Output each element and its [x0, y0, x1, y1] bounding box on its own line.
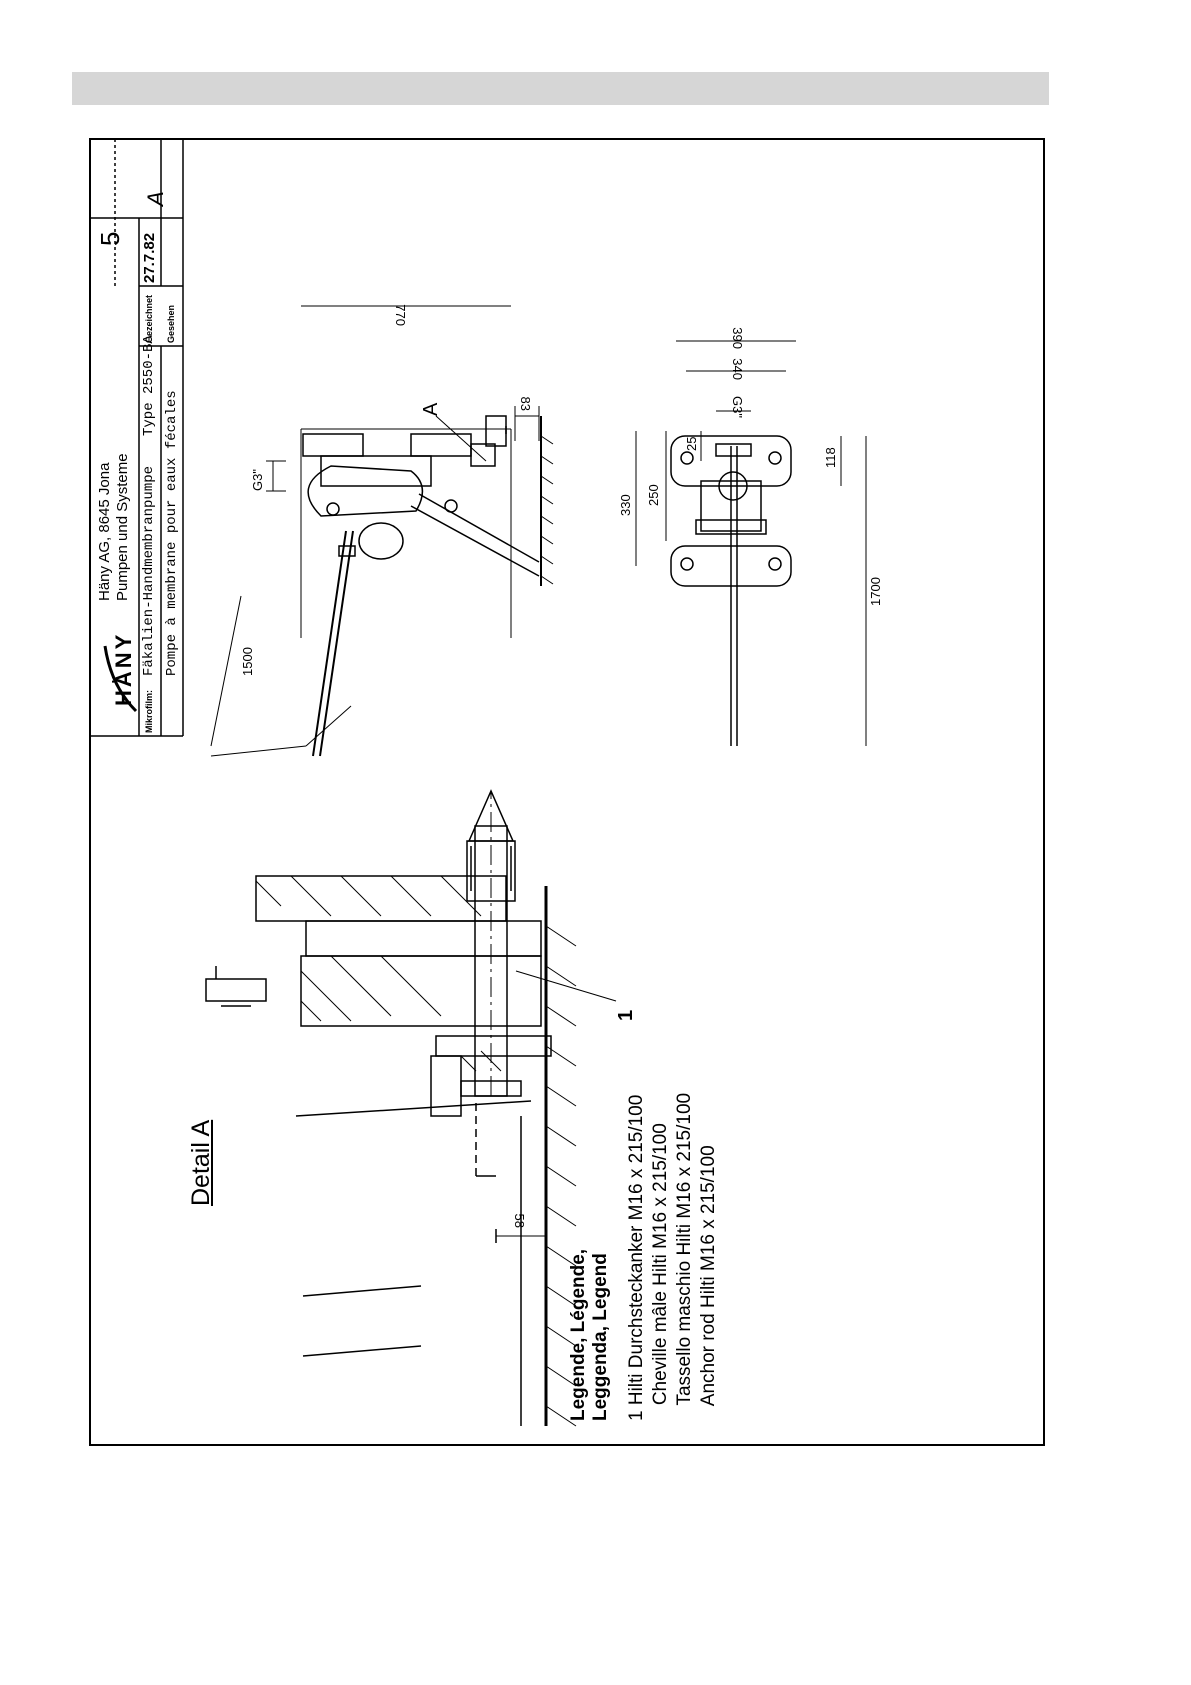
dim-1700: 1700 — [868, 577, 883, 606]
legend-title-1: Legende, Légende, — [568, 1248, 589, 1421]
legend-item-it: Tassello maschio Hilti M16 x 215/100 — [674, 1092, 695, 1421]
dim-250: 250 — [646, 484, 661, 506]
header-bar — [72, 72, 1049, 105]
top-view — [636, 341, 866, 746]
dim-390: 390 — [730, 327, 745, 349]
detail-a-marker: A — [420, 402, 442, 416]
side-view — [211, 306, 553, 756]
legend-item-en: Anchor rod Hilti M16 x 215/100 — [698, 1145, 719, 1421]
dim-83: 83 — [518, 396, 533, 411]
mikrofilm-label: Mikrofilm: — [144, 689, 154, 733]
detail-a-title: Detail A — [187, 1119, 215, 1206]
dim-330: 330 — [618, 494, 633, 516]
rotated-drawing — [91, 138, 1047, 1446]
sheet-number: 5 — [95, 231, 125, 246]
company-line-2: Pumpen und Systeme — [114, 453, 131, 601]
dim-118: 118 — [823, 447, 838, 468]
company-line-1: Häny AG, 8645 Jona — [96, 462, 113, 601]
signature: A — [143, 191, 168, 206]
detail-a-view — [206, 791, 616, 1426]
dim-g3-side: G3" — [250, 469, 265, 491]
dim-25: 25 — [684, 436, 699, 451]
dim-340: 340 — [730, 358, 745, 380]
gezeichnet-date: 27.7.82 — [141, 232, 158, 283]
drawing-sheet — [89, 138, 1045, 1446]
legend-title-2: Leggenda, Legend — [590, 1253, 611, 1421]
dim-58: 58 — [512, 1213, 527, 1228]
callout-1: 1 — [615, 1009, 637, 1021]
legend-item-de: 1 Hilti Durchsteckanker M16 x 215/100 — [626, 1094, 647, 1421]
gesehen-label: Gesehen — [166, 304, 176, 343]
pump-type: Type 2550-BA — [141, 335, 157, 436]
legend-item-fr: Cheville mâle Hilti M16 x 215/100 — [650, 1123, 671, 1421]
dim-g3-top: G3" — [730, 396, 745, 418]
dim-770: 770 — [393, 304, 408, 326]
detail-hatching — [256, 876, 501, 1071]
dim-1500: 1500 — [240, 647, 255, 676]
gezeichnet-label: Gezeichnet — [144, 294, 154, 343]
logo: HÄNY — [111, 631, 136, 706]
description-de: Fäkalien-Handmembranpumpe — [141, 465, 157, 676]
description-fr: Pompe à membrane pour eaux fécales — [164, 390, 180, 676]
